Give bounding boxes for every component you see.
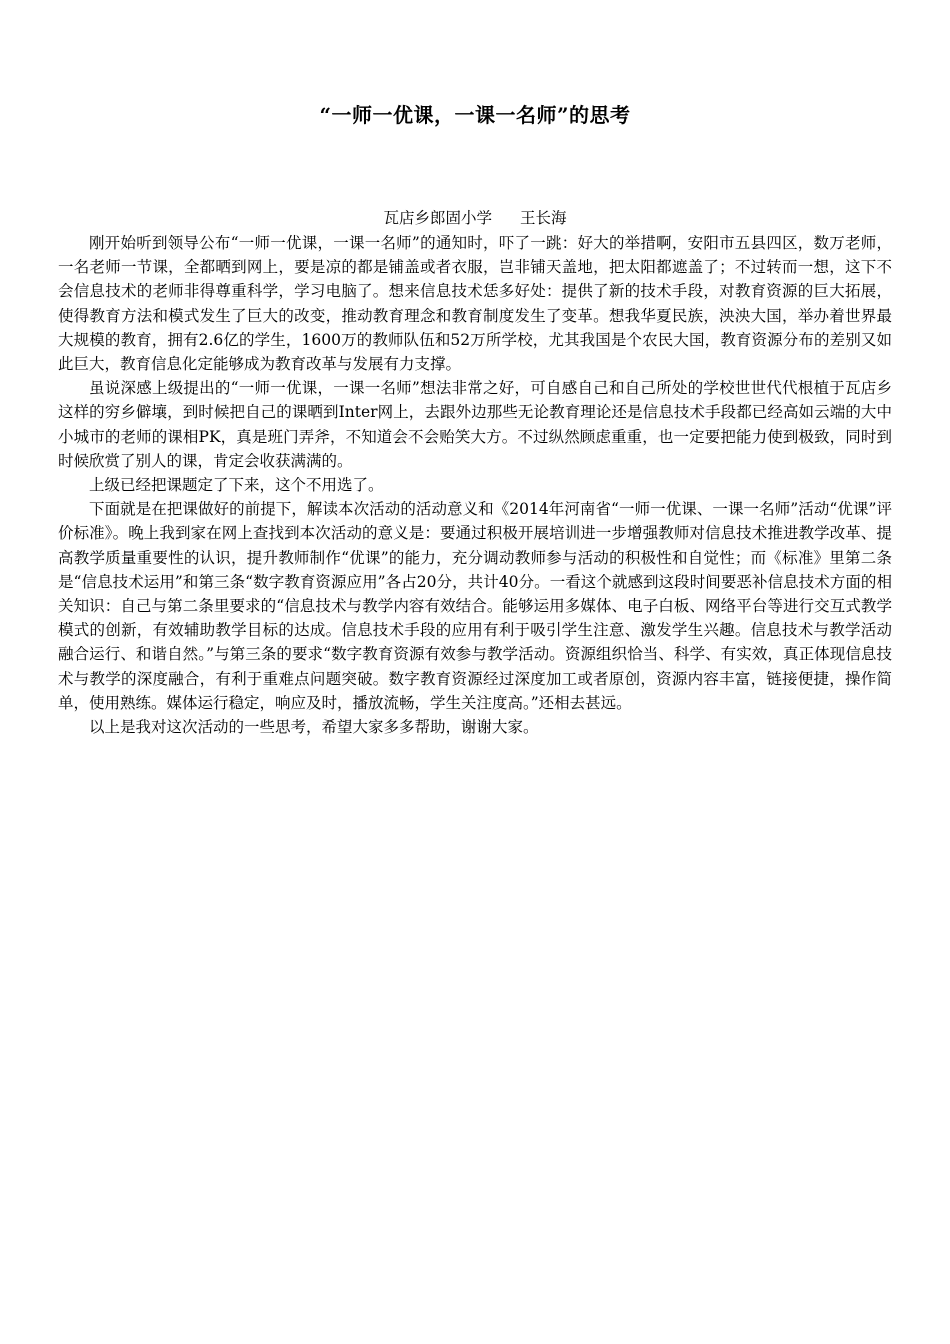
paragraph-2: 虽说深感上级提出的“一师一优课，一课一名师”想法非常之好，可自感自己和自己所处的学校世世代代根植于瓦店乡这样的穷乡僻壤，到时候把自己的课晒到Inter网上，去跟外边那些无论教育理论还是信息技术手段都已经高如云端的大中小城市的老师的课相PK，真是班门弄斧，不知道会不会贻笑大方。不过纵然顾虑重重，也一定要把能力使到极致，同时到时候欣赏了别人的课，肯定会收获满满的。 bbox=[58, 379, 892, 470]
paragraph-1: 刚开始听到领导公布“一师一优课，一课一名师”的通知时，吓了一跳：好大的举措啊，安阳市五县四区，数万老师，一名老师一节课，全都晒到网上，要是凉的都是铺盖或者衣服，岂非铺天盖地，把太阳都遮盖了；不过转而一想，这下不会信息技术的老师非得尊重科学，学习电脑了。想来信息技术恁多好处：提供了新的技术手段，对教育资源的巨大拓展，使得教育方法和模式发生了巨大的改变，推动教育理念和教育制度发生了变革。想我华夏民族，泱泱大国，举办着世界最大规模的教育，拥有2.6亿的学生，1600万的教师队伍和52万所学校，尤其我国是个农民大国，教育资源分布的差别又如此巨大，教育信息化定能够成为教育改革与发展有力支撑。 bbox=[58, 234, 892, 374]
document-title: “一师一优课，一课一名师”的思考 bbox=[319, 103, 631, 127]
school-name: 瓦店乡郎固小学 bbox=[383, 209, 492, 227]
paragraph-3: 上级已经把课题定了下来，这个不用选了。 bbox=[89, 476, 384, 495]
author-name: 王长海 bbox=[520, 209, 567, 227]
byline bbox=[0, 206, 950, 231]
paragraph-5: 以上是我对这次活动的一些思考，希望大家多多帮助，谢谢大家。 bbox=[89, 718, 539, 737]
document-body bbox=[58, 231, 892, 739]
paragraph-4: 下面就是在把课做好的前提下，解读本次活动的活动意义和《2014年河南省“一师一优课、一课一名师”活动“优课”评价标准》。晚上我到家在网上查找到本次活动的意义是：要通过积极开展培训进一步增强教师对信息技术推进教学改革、提高教学质量重要性的认识，提升教师制作“优课”的能力，充分调动教师参与活动的积极性和自觉性；而《标准》里第二条是“信息技术运用”和第三条“数字教育资源应用”各占20分，共计40分。一看这个就感到这段时间要恶补信息技术方面的相关知识：自己与第二条里要求的“信息技术与教学内容有效结合。能够运用多媒体、电子白板、网络平台等进行交互式教学模式的创新，有效辅助教学目标的达成。信息技术手段的应用有利于吸引学生注意、激发学生兴趣。信息技术与教学活动融合运行、和谐自然。”与第三条的要求“数字教育资源有效参与教学活动。资源组织恰当、科学、有实效，真正体现信息技术与教学的深度融合，有利于重难点问题突破。数字教育资源经过深度加工或者原创，资源内容丰富，链接便捷，操作简单，使用熟练。媒体运行稳定，响应及时，播放流畅，学生关注度高。”还相去甚远。 bbox=[58, 500, 892, 712]
